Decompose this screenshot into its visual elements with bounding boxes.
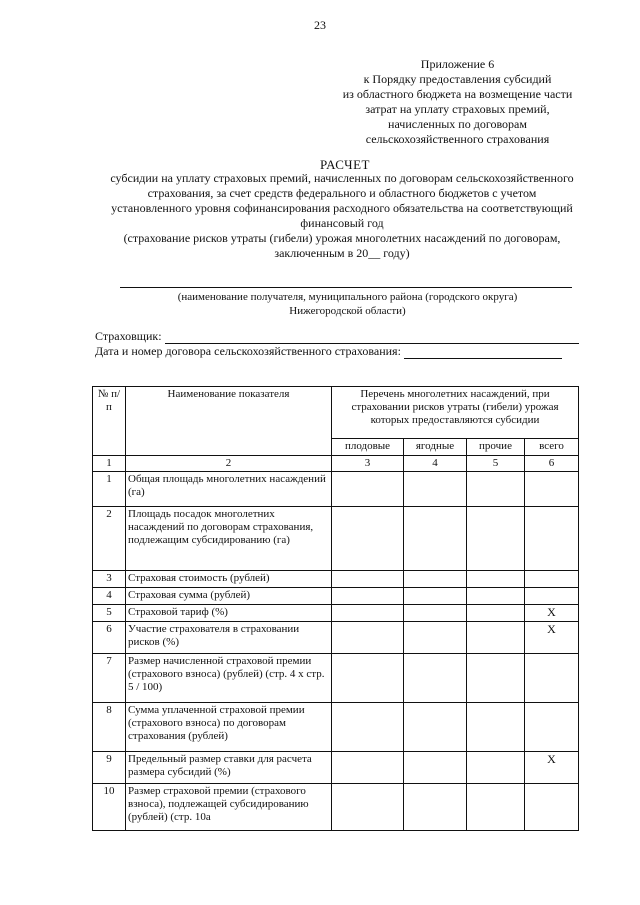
value-cell[interactable]: [467, 752, 525, 784]
value-cell[interactable]: [467, 507, 525, 571]
table-row: [93, 752, 579, 784]
value-cell[interactable]: [525, 472, 579, 507]
column-number: 3: [332, 456, 404, 472]
table-row: [93, 622, 579, 654]
appendix-line: Приложение 6: [420, 57, 495, 71]
column-number: 6: [525, 456, 579, 472]
subtitle-line: заключенным в 20__ году): [274, 246, 410, 260]
row-indicator: Предельный размер ставки для расчета размера субсидий (%): [126, 752, 332, 784]
value-cell[interactable]: [404, 571, 467, 588]
row-indicator: Страховая стоимость (рублей): [126, 571, 332, 588]
contract-label: Дата и номер договора сельскохозяйственного страхования:: [95, 344, 401, 358]
insurer-label: Страховщик:: [95, 329, 162, 343]
x-mark: Х: [525, 622, 579, 654]
subtitle-line: установленного уровня софинансирования расходного обязательства на соответствующий: [111, 201, 573, 215]
value-cell[interactable]: [467, 588, 525, 605]
subtitle-line: (страхование рисков утраты (гибели) урожая многолетних насаждений по договорам,: [123, 231, 561, 245]
appendix-header: [330, 57, 585, 147]
recipient-caption-line: (наименование получателя, муниципального района (городского округа): [177, 291, 518, 303]
row-indicator: Общая площадь многолетних насаждений (га): [126, 472, 332, 507]
value-cell[interactable]: [404, 752, 467, 784]
value-cell[interactable]: [332, 588, 404, 605]
column-number: 5: [467, 456, 525, 472]
row-indicator: Участие страхователя в страховании рисков (%): [126, 622, 332, 654]
recipient-caption: [110, 290, 585, 318]
value-cell[interactable]: [404, 588, 467, 605]
recipient-caption-line: Нижегородской области): [289, 305, 406, 317]
header-fruit: плодовые: [332, 439, 404, 456]
value-cell[interactable]: [404, 654, 467, 703]
value-cell[interactable]: [332, 571, 404, 588]
insurer-field-row: [95, 329, 579, 344]
value-cell[interactable]: [332, 703, 404, 752]
subtitle-line: субсидии на уплату страховых премий, начисленных по договорам сельскохозяйственного: [110, 171, 574, 185]
table-row: [93, 588, 579, 605]
value-cell[interactable]: [467, 784, 525, 831]
header-other: прочие: [467, 439, 525, 456]
row-number: 9: [93, 752, 126, 784]
value-cell[interactable]: [404, 703, 467, 752]
value-cell[interactable]: [332, 784, 404, 831]
value-cell[interactable]: [332, 605, 404, 622]
value-cell[interactable]: [467, 472, 525, 507]
row-number: 3: [93, 571, 126, 588]
value-cell[interactable]: [525, 588, 579, 605]
value-cell[interactable]: [404, 622, 467, 654]
appendix-line: затрат на уплату страховых премий,: [365, 102, 550, 116]
x-mark: Х: [525, 752, 579, 784]
row-number: 10: [93, 784, 126, 831]
column-number: 2: [126, 456, 332, 472]
value-cell[interactable]: [332, 654, 404, 703]
insurer-blank[interactable]: [165, 330, 579, 344]
column-number: 4: [404, 456, 467, 472]
value-cell[interactable]: [467, 703, 525, 752]
subtitle-line: страхования, за счет средств федерального и областного бюджетов с учетом: [147, 186, 537, 200]
document-title: РАСЧЕТ: [320, 157, 370, 172]
value-cell[interactable]: [467, 605, 525, 622]
table-row: [93, 784, 579, 831]
contract-field-row: [95, 344, 562, 359]
value-cell[interactable]: [525, 571, 579, 588]
row-number: 4: [93, 588, 126, 605]
appendix-line: к Порядку предоставления субсидий: [363, 72, 552, 86]
header-total: всего: [525, 439, 579, 456]
row-number: 5: [93, 605, 126, 622]
row-number: 6: [93, 622, 126, 654]
table-row: [93, 654, 579, 703]
value-cell[interactable]: [467, 622, 525, 654]
value-cell[interactable]: [467, 654, 525, 703]
row-number: 8: [93, 703, 126, 752]
column-number: 1: [93, 456, 126, 472]
appendix-line: сельскохозяйственного страхования: [365, 132, 550, 146]
document-subtitle: [92, 171, 592, 261]
recipient-blank-line[interactable]: [120, 287, 572, 288]
calculation-table: [92, 386, 579, 831]
header-indicator: Наименование показателя: [126, 387, 332, 456]
row-indicator: Размер страховой премии (страхового взноса), подлежащей субсидированию (рублей) (стр. 10а: [126, 784, 332, 831]
value-cell[interactable]: [525, 703, 579, 752]
value-cell[interactable]: [332, 752, 404, 784]
row-indicator: Страховой тариф (%): [126, 605, 332, 622]
value-cell[interactable]: [404, 605, 467, 622]
header-num: № п/п: [93, 387, 126, 456]
appendix-line: начисленных по договорам: [388, 117, 527, 131]
x-mark: Х: [525, 605, 579, 622]
header-group: Перечень многолетних насаждений, при страховании рисков утраты (гибели) урожая которых предоставляются субсидии: [332, 387, 579, 439]
table-row: [93, 472, 579, 507]
header-berry: ягодные: [404, 439, 467, 456]
value-cell[interactable]: [467, 571, 525, 588]
value-cell[interactable]: [404, 507, 467, 571]
table-row: [93, 571, 579, 588]
page-number: 23: [314, 18, 326, 32]
row-indicator: Размер начисленной страховой премии (страхового взноса) (рублей) (стр. 4 х стр. 5 / 100): [126, 654, 332, 703]
value-cell[interactable]: [332, 472, 404, 507]
value-cell[interactable]: [525, 654, 579, 703]
row-number: 2: [93, 507, 126, 571]
value-cell[interactable]: [332, 622, 404, 654]
subtitle-line: финансовый год: [300, 216, 384, 230]
row-number: 1: [93, 472, 126, 507]
row-indicator: Сумма уплаченной страховой премии (страхового взноса) по договорам страхования (рублей): [126, 703, 332, 752]
value-cell[interactable]: [525, 507, 579, 571]
appendix-line: из областного бюджета на возмещение части: [342, 87, 573, 101]
table-row: [93, 507, 579, 571]
value-cell[interactable]: [404, 784, 467, 831]
row-indicator: Площадь посадок многолетних насаждений по договорам страхования, подлежащим субсидированию (га): [126, 507, 332, 571]
value-cell[interactable]: [525, 784, 579, 831]
row-indicator: Страховая сумма (рублей): [126, 588, 332, 605]
row-number: 7: [93, 654, 126, 703]
value-cell[interactable]: [404, 472, 467, 507]
table-row: [93, 703, 579, 752]
contract-blank[interactable]: [404, 345, 562, 359]
table-row: [93, 605, 579, 622]
value-cell[interactable]: [332, 507, 404, 571]
